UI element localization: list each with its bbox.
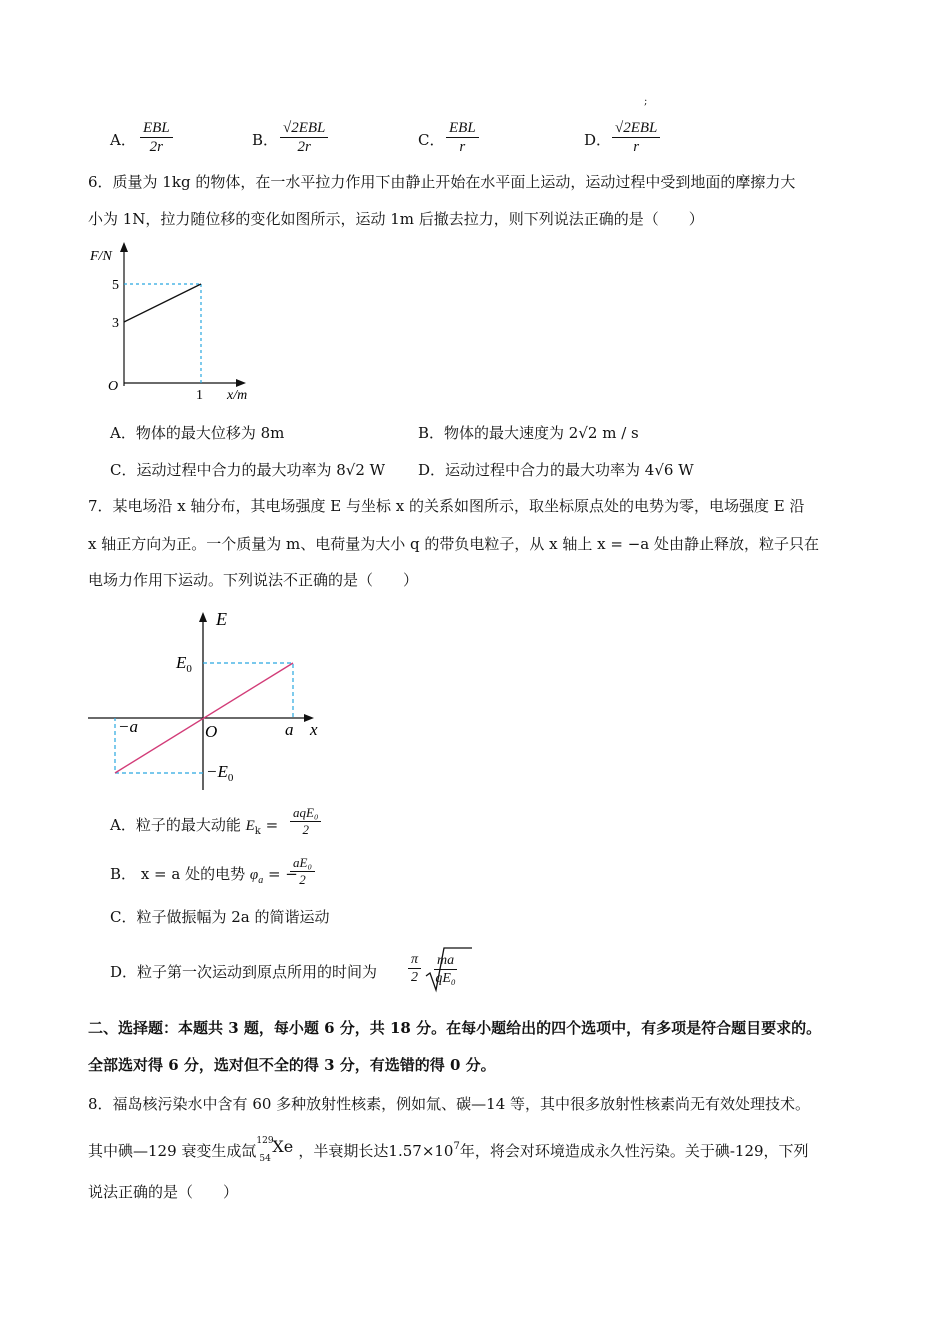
q7-option-a-ek-sub: k (254, 826, 261, 837)
q7-neg-e0-label (206, 762, 234, 784)
numerator: π (408, 951, 421, 969)
q8-stem-line3: 说法正确的是（ ） (88, 1183, 239, 1201)
q7-option-b-fraction (290, 855, 315, 888)
numerator: EBL (140, 119, 173, 138)
q7-option-d-radical-fraction (434, 952, 457, 987)
q7-y-label: E (216, 609, 227, 629)
q7-e0-label (175, 653, 192, 675)
q6-y-label: F/N (90, 249, 112, 264)
denominator: 2r (149, 139, 163, 155)
q6-option-b[interactable]: B．物体的最大速度为 2√2 m / s (418, 424, 639, 442)
q8-line2-part-a: 其中碘—129 衰变生成氙 (88, 1142, 257, 1160)
q7-option-d[interactable]: D．粒子第一次运动到原点所用的时间为 (110, 963, 378, 981)
denominator: 2r (297, 139, 311, 155)
q5-option-c-label[interactable]: C． (418, 131, 445, 149)
e0-sub: 0 (186, 663, 192, 675)
q7-option-b[interactable] (110, 864, 298, 891)
denominator: r (459, 139, 466, 155)
q7-option-a-fraction (290, 805, 321, 838)
q6-y-arrow (120, 242, 128, 252)
q5-option-d-fraction (612, 119, 660, 156)
q5-option-a-fraction (140, 119, 173, 156)
section2-heading-line2: 全部选对得 6 分，选对但不全的得 3 分，有选错的得 0 分。 (88, 1056, 496, 1074)
q7-option-a[interactable] (110, 815, 278, 842)
q7-origin-label: O (205, 722, 218, 741)
q5-option-b-fraction (280, 119, 328, 156)
denominator: 2 (299, 872, 306, 887)
halflife-value: 1.57×10 (388, 1142, 454, 1160)
q7-option-b-phi: φ (249, 867, 259, 883)
q7-stem-line3: 电场力作用下运动。下列说法不正确的是（ ） (88, 571, 419, 589)
numerator: EBL (446, 119, 479, 138)
q7-option-c[interactable]: C．粒子做振幅为 2a 的简谐运动 (110, 908, 330, 926)
q6-force-line (124, 284, 201, 322)
q6-x-arrow (236, 379, 246, 387)
equals-minus-sign: = − (267, 865, 298, 883)
denominator: qE₀ (435, 971, 456, 986)
q6-force-graph (80, 238, 280, 408)
q6-option-a[interactable]: A．物体的最大位移为 8m (110, 424, 285, 442)
xe-symbol: Xe (272, 1137, 294, 1156)
q5-option-c-fraction (446, 119, 479, 156)
q5-option-d-label[interactable]: D． (584, 131, 612, 149)
q6-origin-label: O (108, 379, 119, 394)
denominator: 2 (411, 970, 418, 985)
numerator: ma (434, 952, 457, 970)
numerator: aE₀ (290, 855, 315, 872)
numerator: aqE₀ (290, 805, 321, 822)
q8-stem-line1: 8．福岛核污染水中含有 60 多种放射性核素，例如氚、碳—14 等，其中很多放射性核素尚无有效处理技术。 (88, 1095, 811, 1113)
xe-mass-number: 129 (256, 1136, 274, 1146)
q6-stem-line1: 6．质量为 1kg 的物体，在一水平拉力作用下由静止开始在水平面上运动，运动过程中受到地面的摩擦力大 (88, 173, 796, 191)
halflife-exponent: 7 (453, 1141, 460, 1152)
q7-a-label: a (285, 720, 294, 739)
q6-y-tick-3: 3 (112, 316, 119, 331)
q7-y-arrow (199, 612, 207, 622)
q6-x-tick-1: 1 (196, 388, 203, 403)
xe-nuclide (256, 1136, 298, 1164)
q6-option-c[interactable]: C．运动过程中合力的最大功率为 8√2 W (110, 461, 386, 479)
stray-mark: ; (644, 96, 648, 107)
q5-option-b-label[interactable]: B． (252, 131, 279, 149)
neg-e0-main: −E (206, 762, 228, 781)
q7-x-label: x (310, 720, 318, 739)
q7-option-d-pi-fraction (408, 951, 421, 986)
q7-option-a-ek: E (245, 818, 255, 834)
q7-option-b-phi-sub: a (258, 875, 264, 886)
q7-stem-line1: 7．某电场沿 x 轴分布，其电场强度 E 与坐标 x 的关系如图所示，取坐标原点处的电势为零，电场强度 E 沿 (88, 497, 805, 515)
q6-option-d[interactable]: D．运动过程中合力的最大功率为 4√6 W (418, 461, 694, 479)
q6-y-tick-5: 5 (112, 278, 119, 293)
equals-sign: = (265, 816, 279, 834)
q7-field-graph (80, 600, 340, 795)
q7-option-b-mid: x = a 处的电势 (140, 865, 246, 883)
neg-e0-sub: 0 (227, 772, 234, 784)
q8-stem-line2 (88, 1136, 809, 1164)
q5-option-a-label[interactable]: A． (110, 131, 136, 149)
section2-heading-line1: 二、选择题：本题共 3 题，每小题 6 分，共 18 分。在每小题给出的四个选项中，有多项是符合题目要求的。 (88, 1019, 822, 1037)
q7-option-a-text: A．粒子的最大动能 (110, 816, 241, 834)
denominator: r (633, 139, 640, 155)
q6-stem-line2: 小为 1N，拉力随位移的变化如图所示，运动 1m 后撤去拉力，则下列说法正确的是（ ） (88, 210, 704, 228)
numerator: √2EBL (612, 119, 660, 138)
q8-line2-part-c: 年，将会对环境造成永久性污染。关于碘-129，下列 (459, 1142, 809, 1160)
xe-atomic-number: 54 (259, 1154, 271, 1164)
e0-main: E (176, 653, 187, 672)
denominator: 2 (302, 822, 309, 837)
q7-neg-a-label: −a (118, 717, 138, 736)
q7-option-b-text: B． (110, 865, 137, 883)
q6-x-label: x/m (227, 388, 248, 403)
numerator: √2EBL (280, 119, 328, 138)
q7-stem-line2: x 轴正方向为正。一个质量为 m、电荷量为大小 q 的带负电粒子，从 x 轴上 x = −a 处由静止释放，粒子只在 (88, 535, 819, 553)
q8-line2-part-b: ，半衰期长达 (298, 1142, 389, 1160)
